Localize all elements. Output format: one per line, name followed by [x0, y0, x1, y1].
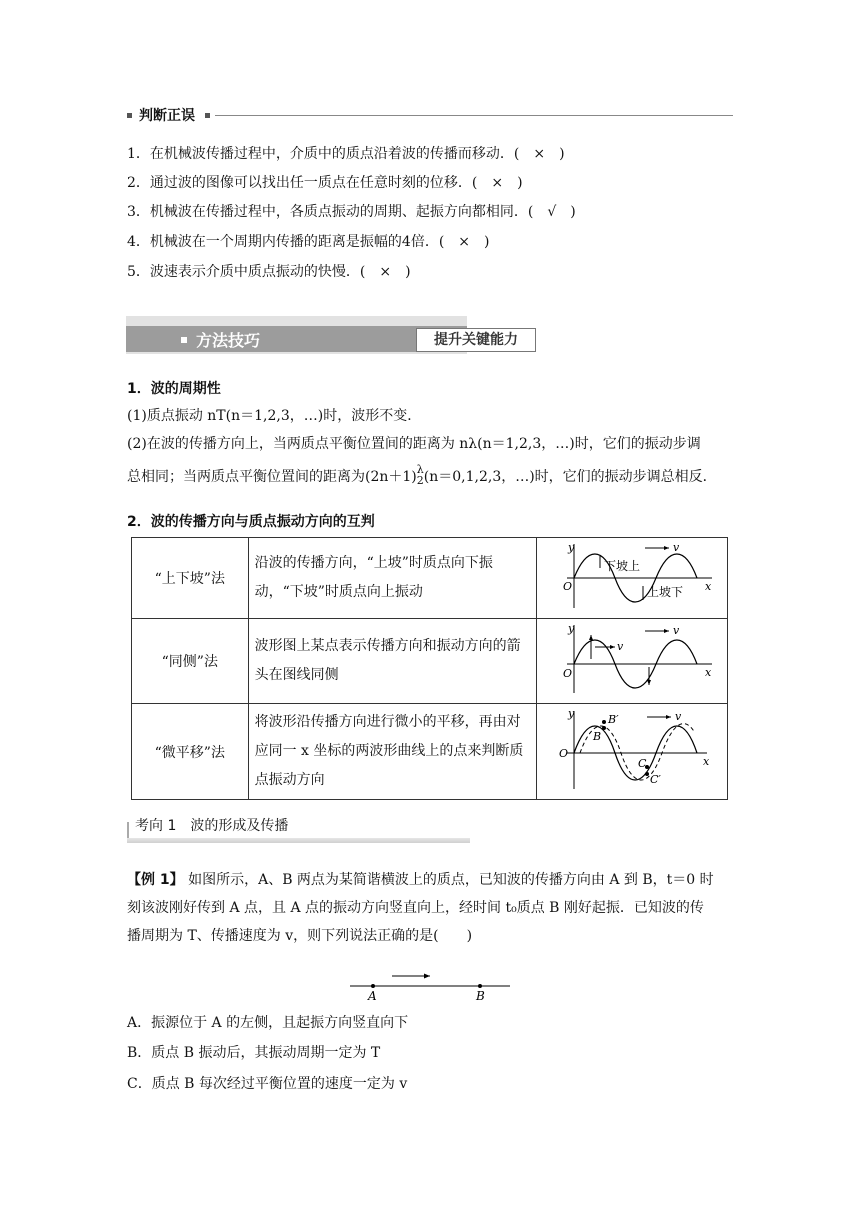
judgement-item-2: 2．通过波的图像可以找出任一质点在任意时刻的位移．( × ): [127, 175, 523, 191]
judgement-item-4: 4．机械波在一个周期内传播的距离是振幅的4倍．( × ): [127, 234, 490, 250]
text-segment: (n＝0,1,2,3，…)时，它们的振动步调总相反．: [423, 469, 717, 485]
diagram-cell: [536, 619, 727, 704]
method-desc: 将波形沿传播方向进行微小的平移，再由对应同一 x 坐标的两波形曲线上的点来判断质点振动方向: [248, 704, 536, 800]
judgement-item-5: 5．波速表示介质中质点振动的快慢．( × ): [127, 264, 411, 280]
divider: [215, 115, 733, 116]
example-label: 【例 1】: [127, 872, 184, 888]
origin-label: O: [562, 580, 573, 593]
bullet-square: [205, 113, 210, 118]
x-axis-label: x: [704, 666, 712, 679]
example-line-2: 刻该波刚好传到 A 点，且 A 点的振动方向竖直向上，经时间 t₀质点 B 刚好起振．已知波的传: [127, 900, 704, 916]
method-desc: 波形图上某点表示传播方向和振动方向的箭头在图线同侧: [248, 619, 536, 704]
method-subtitle: 提升关键能力: [416, 328, 536, 352]
point-b-label: B: [592, 729, 602, 743]
point-b-prime-label: B′: [607, 712, 619, 726]
option-c: C．质点 B 每次经过平衡位置的速度一定为 v: [127, 1076, 408, 1092]
diagram-cell: [536, 704, 727, 800]
y-axis-label: y: [567, 706, 575, 720]
example-figure: [345, 968, 515, 1002]
method-title: 方法技巧: [196, 331, 261, 350]
velocity-label: v: [672, 541, 680, 554]
origin-label: O: [562, 667, 573, 680]
origin-label: O: [558, 746, 569, 760]
subheading-periodicity: 1．波的周期性: [127, 381, 221, 397]
point-b-label: B: [476, 989, 485, 1002]
same-side-diagram: [537, 619, 727, 699]
fraction-numerator: λ: [416, 463, 424, 476]
text-segment: 如图所示，A、B 两点为某简谐横波上的质点，已知波的传播方向由 A 到 B，t＝0 时: [188, 872, 714, 888]
table-row: [132, 538, 728, 619]
judgement-item-1: 1．在机械波传播过程中，介质中的质点沿着波的传播而移动．( × ): [127, 146, 565, 162]
table-row: [132, 619, 728, 704]
method-table: [131, 537, 728, 800]
example-paragraph: [127, 866, 737, 950]
method-name: “上下坡”法: [132, 538, 249, 619]
label-uphill-down: 上坡下: [646, 585, 683, 599]
table-row: [132, 704, 728, 800]
velocity-label: v: [616, 640, 624, 653]
subsection-title: 考向 1 波的形成及传播: [135, 818, 289, 834]
subsection-banner: [127, 812, 470, 842]
option-a: A．振源位于 A 的左侧，且起振方向竖直向下: [127, 1015, 409, 1031]
section-heading-judgement: [127, 106, 733, 126]
point-c-prime-label: C′: [649, 772, 661, 786]
example-line-3: 播周期为 T、传播速度为 v，则下列说法正确的是( ): [127, 928, 473, 944]
point-a-label: A: [368, 989, 377, 1002]
judgement-item-3: 3．机械波在传播过程中，各质点振动的周期、起振方向都相同．( √ ): [127, 204, 576, 220]
point-c-label: C: [637, 756, 647, 770]
method-banner: [126, 316, 518, 354]
label-downhill-up: 下坡上: [603, 559, 640, 573]
uphill-downhill-diagram: [537, 538, 727, 614]
y-axis-label: y: [567, 622, 575, 635]
banner-bottom-bar: [127, 838, 470, 843]
velocity-label: v: [672, 624, 680, 637]
periodicity-line-3: [127, 463, 717, 488]
method-name: “微平移”法: [132, 704, 249, 800]
x-axis-label: x: [704, 580, 712, 593]
method-name: “同侧”法: [132, 619, 249, 704]
x-axis-label: x: [702, 754, 710, 768]
fraction: [417, 464, 424, 486]
periodicity-line-1: (1)质点振动 nT(n＝1,2,3，…)时，波形不变．: [127, 408, 422, 424]
judgement-heading: 判断正误: [139, 108, 195, 124]
fraction-denominator: 2: [416, 474, 424, 487]
y-axis-label: y: [567, 541, 575, 554]
bullet-square: [127, 113, 132, 118]
diagram-cell: [536, 538, 727, 619]
option-b: B．质点 B 振动后，其振动周期一定为 T: [127, 1045, 381, 1061]
subheading-direction: 2．波的传播方向与质点振动方向的互判: [127, 514, 375, 530]
method-desc: 沿波的传播方向，“上坡”时质点向下振动，“下坡”时质点向上振动: [248, 538, 536, 619]
velocity-label: v: [674, 709, 682, 723]
slight-shift-diagram: [537, 705, 727, 795]
text-segment: 总相同；当两质点平衡位置间的距离为(2n＋1): [127, 469, 417, 485]
periodicity-line-2: (2)在波的传播方向上，当两质点平衡位置间的距离为 nλ(n＝1,2,3，…)时，它们的振动步调: [127, 436, 701, 452]
example-line-1: [127, 866, 737, 894]
